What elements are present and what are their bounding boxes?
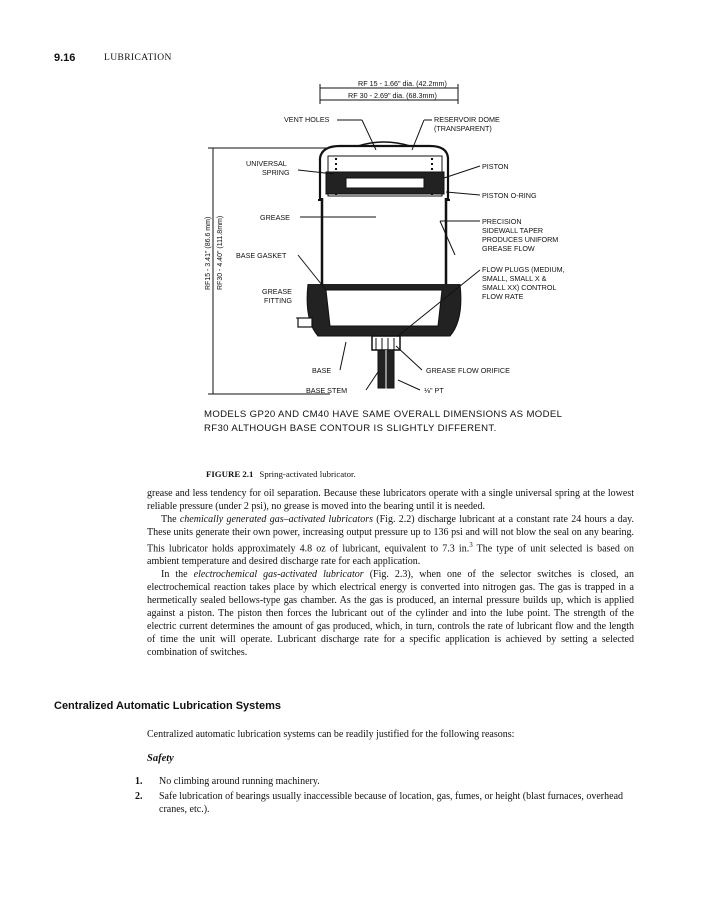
running-header: LUBRICATION	[104, 53, 172, 63]
label-pt-thread: ⅛" PT	[424, 386, 444, 395]
label-vent-holes: VENT HOLES	[284, 115, 330, 124]
label-precision-2: SIDEWALL TAPER	[482, 226, 544, 235]
label-flow-plugs-2: SMALL, SMALL X &	[482, 274, 547, 283]
label-flow-plugs-4: FLOW RATE	[482, 292, 524, 301]
dim-top-rf30: RF 30 - 2.69" dia. (68.3mm)	[348, 91, 437, 100]
section-heading: Centralized Automatic Lubrication Systems	[54, 700, 281, 712]
body-text	[147, 487, 634, 659]
label-piston-oring: PISTON O-RING	[482, 191, 537, 200]
safety-heading: Safety	[147, 753, 174, 764]
term-electrochemical: electrochemical gas-activated lubricator	[193, 569, 364, 581]
paragraph-2: The chemically generated gas–activated lubricators (Fig. 2.2) discharge lubricant at a constant rate 24 hours a day. These units generate their own power, increasing output pressure up to 136 psi and will not blow the seal on any bearing. This lubricator holds approximately 4.8 oz of lubricant, equivalent to 7.3 in.$^3$ The type of unit selected is based on ambient temperature and desired discharge rate for each application.	[147, 514, 635, 568]
dim-side-rf30: RF30 - 4.40" (111.8mm)	[217, 215, 224, 290]
paragraph-1: grease and less tendency for oil separation. Because these lubricators operate with a single universal spring at the lowest reliable pressure (under 2 psi), no grease is moved into the bearing until it is needed.	[147, 488, 634, 512]
label-precision-1: PRECISION	[482, 217, 522, 226]
label-base: BASE	[312, 366, 332, 375]
dim-side-rf15: RF15 - 3.41" (86.6 mm)	[205, 216, 212, 290]
term-chemical-gas: chemically generated gas–activated lubricators	[179, 514, 373, 525]
label-precision-4: GREASE FLOW	[482, 244, 535, 253]
label-grease-fitting-1: GREASE	[262, 287, 292, 296]
label-reservoir-dome: RESERVOIR DOME	[434, 115, 500, 124]
label-reservoir-transparent: (TRANSPARENT)	[434, 124, 492, 133]
label-flow-plugs-3: SMALL XX) CONTROL	[482, 283, 557, 292]
label-piston: PISTON	[482, 162, 509, 171]
label-flow-plugs-1: FLOW PLUGS (MEDIUM,	[482, 265, 565, 274]
page-number: 9.16	[54, 52, 76, 64]
figure-note-line-2: RF30 ALTHOUGH BASE CONTOUR IS SLIGHTLY DIFFERENT.	[204, 423, 497, 434]
section-intro: Centralized automatic lubrication systems can be readily justified for the following reasons:	[147, 729, 515, 740]
figure-caption-text: Spring-activated lubricator.	[259, 469, 356, 479]
label-grease-fitting-2: FITTING	[264, 296, 292, 305]
label-spring: SPRING	[262, 168, 290, 177]
label-base-stem: BASE STEM	[306, 386, 348, 395]
reasons-list	[135, 775, 634, 818]
label-precision-3: PRODUCES UNIFORM	[482, 235, 559, 244]
list-item: 2. Safe lubrication of bearings usually inaccessible because of location, gas, fumes, or height (blast furnaces, overhead cranes, etc.).	[135, 791, 624, 815]
label-universal: UNIVERSAL	[246, 159, 287, 168]
figure-caption	[206, 469, 356, 479]
label-base-gasket: BASE GASKET	[236, 251, 287, 260]
figure-caption-label: FIGURE 2.1	[206, 469, 254, 479]
figure-note-line-1: MODELS GP20 AND CM40 HAVE SAME OVERALL DIMENSIONS AS MODEL	[204, 409, 563, 420]
label-grease-flow-orifice: GREASE FLOW ORIFICE	[426, 366, 510, 375]
label-grease: GREASE	[260, 213, 290, 222]
list-item: 1. No climbing around running machinery.	[135, 776, 320, 787]
paragraph-3: In the electrochemical gas-activated lubricator (Fig. 2.3), when one of the selector switches is closed, an electrochemical reaction takes place by which electrical energy is converted into nitrogen gas. The gas is trapped in a hermetically sealed bellows-type gas chamber. As the gas is produced, an internal pressure builds up, which is applied against a piston. The piston then forces the lubricant out of the cylinder and into the lube point. The strength of the electric current determines the amount of gas produced, which, in turn, controls the rate of lubricant flow and the length of time the unit will operate. Lubricant discharge rate for a specific application is achieved by setting a selected combination of switches.	[147, 569, 634, 659]
dim-top-rf15: RF 15 - 1.66" dia. (42.2mm)	[358, 79, 447, 88]
